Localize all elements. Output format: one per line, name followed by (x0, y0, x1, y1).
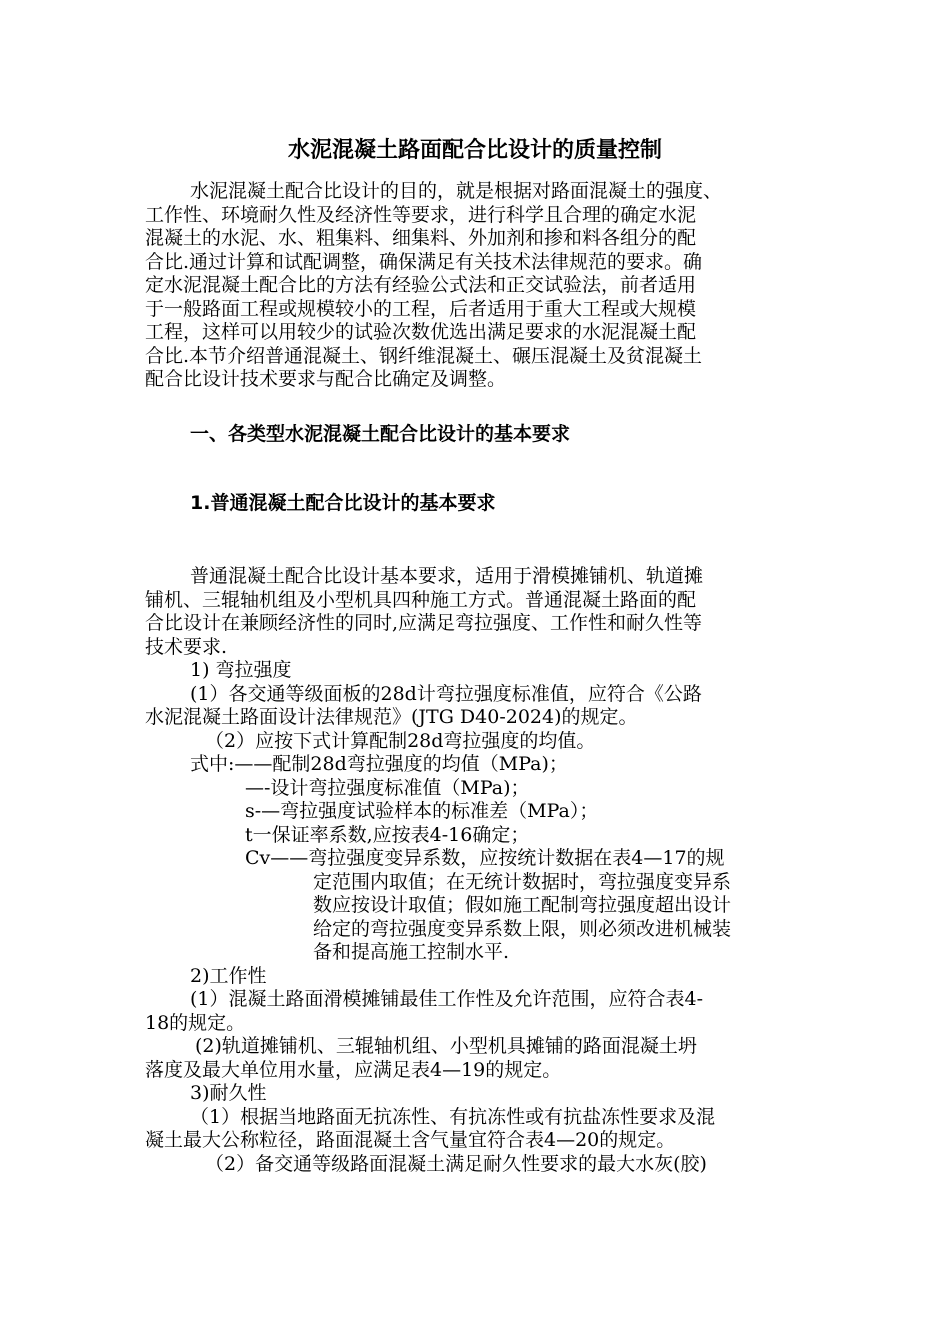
body-line: 落度及最大单位用水量，应满足表4—19的规定。 (145, 1058, 562, 1081)
body-line: (2)轨道摊铺机、三辊轴机组、小型机具摊铺的路面混凝土坍 (195, 1035, 697, 1057)
body-line: 数应按设计取值；假如施工配制弯拉强度超出设计 (313, 894, 732, 916)
body-line: 铺机、三辊轴机组及小型机具四种施工方式。普通混凝土路面的配 (145, 588, 697, 611)
section-heading: 一、各类型水泥混凝土配合比设计的基本要求 (190, 423, 571, 445)
body-line: 凝土最大公称粒径，路面混凝土含气量宜符合表4—20的规定。 (145, 1129, 676, 1151)
intro-line: 水泥混凝土配合比设计的目的，就是根据对路面混凝土的强度、 (190, 180, 723, 202)
body-line: 给定的弯拉强度变异系数上限，则必须改进机械装 (313, 917, 732, 940)
body-paragraphs (145, 565, 810, 1176)
subsection-heading: 1.普通混凝土配合比设计的基本要求 (190, 492, 496, 514)
page-title: 水泥混凝土路面配合比设计的质量控制 (287, 138, 662, 163)
body-line: s-—弯拉强度试验样本的标准差（MPa）； (245, 800, 599, 822)
body-line: 2)工作性 (190, 964, 267, 987)
intro-paragraph (145, 180, 810, 392)
intro-line: 定水泥混凝土配合比的方法有经验公式法和正交试验法，前者适用 (145, 274, 697, 296)
intro-line: 合比.通过计算和试配调整，确保满足有关技术法律规范的要求。确 (145, 250, 703, 273)
intro-line: 工程，这样可以用较少的试验次数优选出满足要求的水泥混凝土配 (145, 321, 697, 343)
body-line: 普通混凝土配合比设计基本要求，适用于滑模摊铺机、轨道摊 (190, 565, 704, 587)
intro-line: 混凝土的水泥、水、粗集料、细集料、外加剂和掺和料各组分的配 (145, 227, 697, 249)
intro-line: 工作性、环境耐久性及经济性等要求，进行科学且合理的确定水泥 (145, 203, 697, 226)
intro-line: 于一般路面工程或规模较小的工程，后者适用于重大工程或大规模 (145, 297, 697, 320)
body-line: 1) 弯拉强度 (190, 659, 292, 681)
body-line: （2）备交通等级路面混凝土满足耐久性要求的最大水灰(胶) (205, 1152, 707, 1175)
body-line: 水泥混凝土路面设计法律规范》(JTG D40-2024)的规定。 (145, 706, 638, 728)
body-line: Cv——弯拉强度变异系数，应按统计数据在表4—17的规 (245, 847, 725, 869)
intro-line: 配合比设计技术要求与配合比确定及调整。 (145, 368, 507, 390)
body-line: 备和提高施工控制水平. (313, 941, 510, 963)
body-line: （1）根据当地路面无抗冻性、有抗冻性或有抗盐冻性要求及混 (190, 1105, 716, 1128)
body-line: （2）应按下式计算配制28d弯拉强度的均值。 (205, 729, 596, 752)
body-line: 18的规定。 (145, 1011, 246, 1034)
body-line: 合比设计在兼顾经济性的同时,应满足弯拉强度、工作性和耐久性等 (145, 612, 703, 634)
intro-line: 合比.本节介绍普通混凝土、钢纤维混凝土、碾压混凝土及贫混凝土 (145, 344, 703, 367)
body-line: (1）混凝土路面滑模摊铺最佳工作性及允许范围，应符合表4- (190, 988, 704, 1010)
body-line: 3)耐久性 (190, 1082, 267, 1104)
body-line: —-设计弯拉强度标准值（MPa)； (245, 776, 530, 799)
body-line: 技术要求. (145, 635, 228, 658)
body-line: t一保证率系数,应按表4-16确定； (245, 823, 530, 846)
body-line: (1）各交通等级面板的28d计弯拉强度标准值，应符合《公路 (190, 682, 702, 705)
body-line: 式中:——配制28d弯拉强度的均值（MPa)； (190, 753, 568, 775)
body-line: 定范围内取值；在无统计数据时，弯拉强度变异系 (313, 870, 732, 893)
